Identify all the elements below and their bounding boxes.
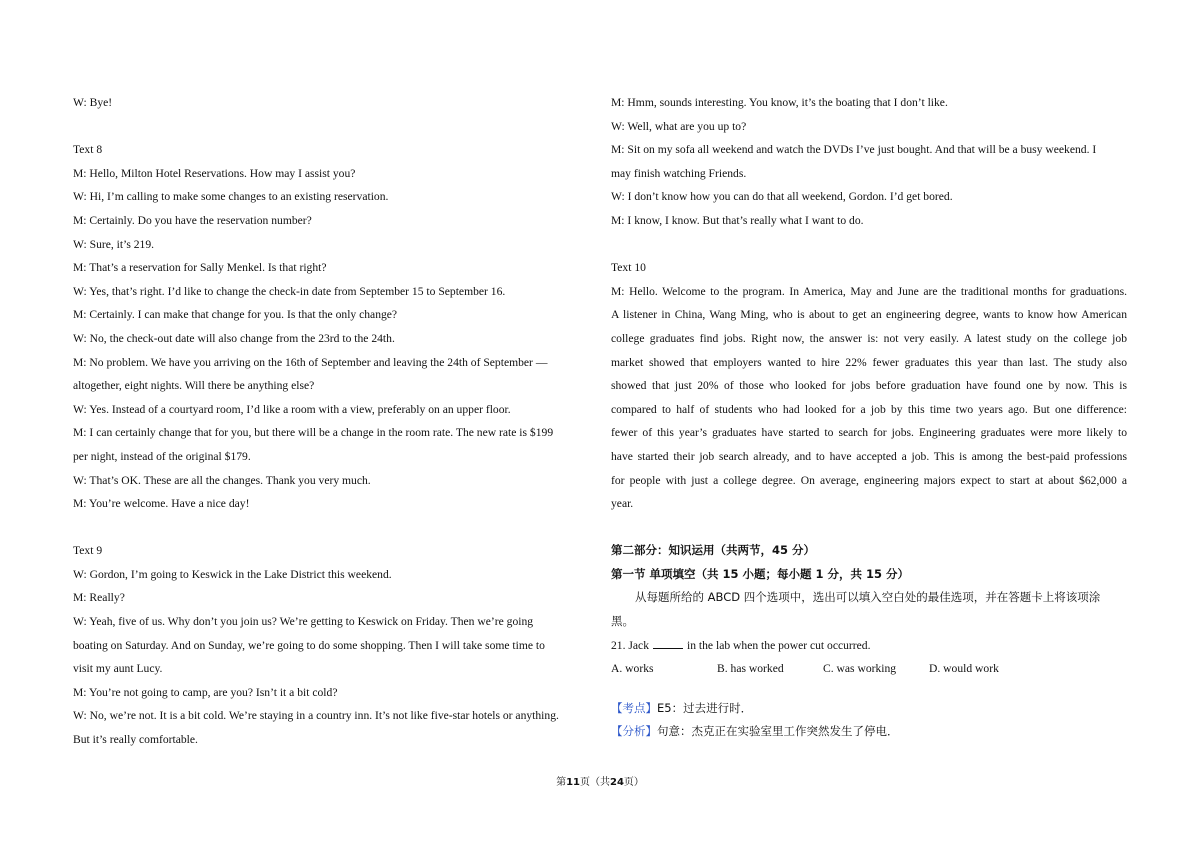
transcript-line: W: Well, what are you up to? — [611, 119, 747, 133]
question-21-suffix: in the lab when the power cut occurred. — [687, 638, 871, 652]
transcript-line: W: Hi, I’m calling to make some changes to an existing reservation. — [73, 190, 389, 204]
option-b: B. has worked — [717, 662, 784, 676]
text10-line: market showed that employers wanted to hire 22% fewer graduates this year than last. The study also — [611, 355, 1127, 369]
transcript-line: Text 9 — [73, 544, 103, 558]
left-column — [73, 91, 583, 752]
text10-last-line: year. — [611, 497, 634, 511]
answer-blank — [653, 638, 683, 649]
footer-suffix: 页） — [623, 777, 644, 788]
transcript-line: M: You’re not going to camp, are you? Isn’t it a bit cold? — [73, 685, 338, 699]
kaodian-text: E5：过去进行时． — [657, 700, 753, 715]
option-d: D. would work — [929, 662, 999, 676]
blank-line — [611, 516, 1127, 540]
text10-title: Text 10 — [611, 261, 646, 275]
text10-line: college graduates find jobs. Right now, the answer is: not very easily. A latest study on the college job — [611, 331, 1127, 345]
fenxi-tag: 【分析】 — [611, 724, 657, 739]
transcript-line: W: Gordon, I’m going to Keswick in the Lake District this weekend. — [73, 567, 392, 581]
transcript-line: M: Sit on my sofa all weekend and watch the DVDs I’ve just bought. And that will be a busy weekend. I — [611, 143, 1097, 157]
kaodian-tag: 【考点】 — [611, 700, 657, 715]
kaodian-line — [611, 697, 1127, 721]
text10-line: M: Hello. Welcome to the program. In America, May and June are the traditional months for graduations. — [611, 284, 1127, 298]
transcript-line: W: No, the check-out date will also change from the 23rd to the 24th. — [73, 331, 395, 345]
text9-continuation — [611, 91, 1127, 233]
footer-mid: 页（共 — [580, 777, 610, 788]
transcript-line: M: No problem. We have you arriving on the 16th of September and leaving the 24th of September — — [73, 355, 548, 369]
transcript-line: W: I don’t know how you can do that all weekend, Gordon. I’d get bored. — [611, 190, 953, 204]
blank-line — [73, 115, 583, 139]
transcript-line: W: Bye! — [73, 96, 113, 109]
transcript-line: M: That’s a reservation for Sally Menkel. Is that right? — [73, 261, 327, 275]
question-21 — [611, 634, 1127, 658]
transcript-line: altogether, eight nights. Will there be anything else? — [73, 379, 315, 393]
option-a: A. works — [611, 662, 654, 676]
transcript-line: M: I can certainly change that for you, but there will be a change in the room rate. The new rate is $199 — [73, 426, 554, 440]
transcript-line: M: Hmm, sounds interesting. You know, it’s the boating that I don’t like. — [611, 96, 948, 109]
text10-body — [611, 280, 1127, 492]
transcript-line: M: Really? — [73, 591, 125, 605]
transcript-line: W: Yeah, five of us. Why don’t you join us? We’re getting to Keswick on Friday. Then we’re going — [73, 615, 534, 629]
transcript-line: may finish watching Friends. — [611, 166, 747, 180]
transcript-line: boating on Saturday. And on Sunday, we’re going to do some shopping. Then I will take some time to — [73, 638, 545, 652]
blank-line — [73, 516, 583, 540]
text10-line: have started their job search already, and to have accepted a job. This is among the best-paid professions — [611, 449, 1127, 463]
transcript-line: per night, instead of the original $179. — [73, 449, 251, 463]
transcript-line: Text 8 — [73, 143, 103, 157]
blank-line — [611, 233, 1127, 257]
transcript-line: visit my aunt Lucy. — [73, 662, 163, 676]
option-c: C. was working — [823, 662, 897, 676]
instruction-line: 从每题所给的 ABCD 四个选项中，选出可以填入空白处的最佳选项，并在答题卡上将该项涂 — [635, 590, 1101, 605]
part2-heading: 第二部分：知识运用（共两节，45 分） — [611, 543, 816, 558]
fenxi-text: 句意：杰克正在实验室里工作突然发生了停电． — [657, 724, 899, 739]
transcript-line: M: Certainly. Do you have the reservation number? — [73, 213, 312, 227]
footer-prefix: 第 — [556, 777, 567, 788]
text10-line: A listener in China, Wang Ming, who is about to get an engineering degree, wants to know how American — [611, 308, 1127, 322]
transcript-line: W: No, we’re not. It is a bit cold. We’re staying in a country inn. It’s not like five-star hotels or anything. — [73, 709, 559, 723]
right-column — [611, 91, 1127, 744]
instruction-line-2: 黑。 — [611, 614, 634, 629]
transcript-line: W: That’s OK. These are all the changes. Thank you very much. — [73, 473, 371, 487]
transcript-line: But it’s really comfortable. — [73, 733, 198, 747]
transcript-line: M: Hello, Milton Hotel Reservations. How may I assist you? — [73, 166, 356, 180]
footer-total-pages: 24 — [610, 777, 624, 788]
question-21-prefix: 21. Jack — [611, 638, 649, 652]
text10-line: fewer of this year’s graduates have started to search for jobs. Engineering graduates were more likely to — [611, 426, 1127, 440]
fenxi-line — [611, 720, 1127, 744]
transcript-line: M: You’re welcome. Have a nice day! — [73, 497, 250, 511]
text10-line: for people with just a college degree. On average, engineering majors expect to start at about $62,000 a — [611, 473, 1127, 487]
footer-page-number: 11 — [566, 777, 580, 788]
transcript-line: M: I know, I know. But that’s really what I want to do. — [611, 213, 864, 227]
section1-heading: 第一节 单项填空（共 15 小题；每小题 1 分，共 15 分） — [611, 566, 910, 581]
text10-line: showed that just 20% of those who looked for jobs before graduation have found one by now. This is — [611, 379, 1127, 393]
answer-options — [611, 657, 1127, 681]
page-footer — [0, 773, 1200, 788]
text10-line: compared to half of students who had looked for a job by this time two years ago. But one difference: — [611, 402, 1127, 416]
transcript-line: W: Yes, that’s right. I’d like to change the check-in date from September 15 to September 16. — [73, 284, 506, 298]
transcript-line: W: Yes. Instead of a courtyard room, I’d like a room with a view, preferably on an upper floor. — [73, 402, 511, 416]
transcript-line: W: Sure, it’s 219. — [73, 237, 155, 251]
transcript-line: M: Certainly. I can make that change for you. Is that the only change? — [73, 308, 398, 322]
